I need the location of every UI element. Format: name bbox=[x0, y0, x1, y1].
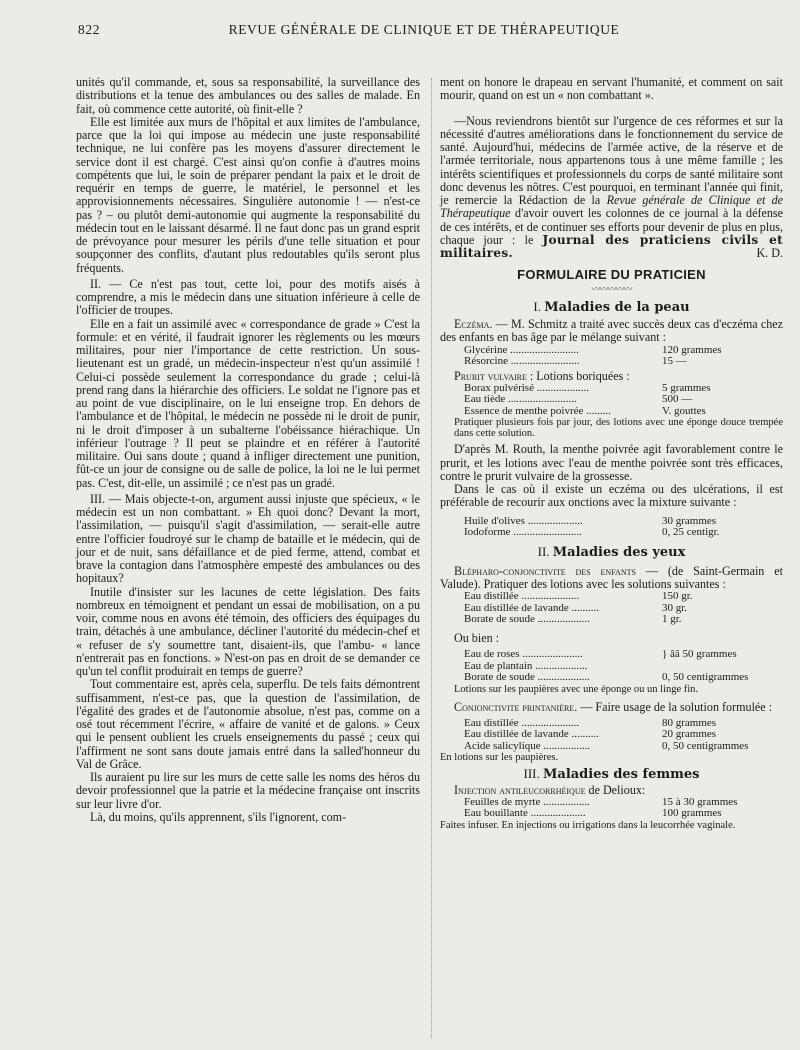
ingredient-quantity: 120 grammes bbox=[662, 343, 722, 356]
section-title: FORMULAIRE DU PRATICIEN bbox=[517, 267, 706, 283]
paragraph-text: —Nous reviendrons bientôt sur l'urgence de ces réformes et sur la nécessité d'autres améliorations dans le fonctionnement du service de santé. Aujourd'hui, médecins de l'armée active, de la réserve et de l'armée territoriale, nous appartenons tous à une même famille ; les intérêts scientifiques et professionnels du corps de santé militaire sont donc devenus les nôtres. C'est pourquoi, en terminant l'année qui finit, je remercie la Rédaction de la bbox=[440, 113, 783, 207]
paragraph: Dans le cas où il existe un eczéma ou des ulcérations, il est préférable de recourir aux onctions avec la mixture suivante : bbox=[440, 482, 783, 510]
formula-row bbox=[464, 527, 764, 539]
ingredient-name: Eau distillée ..................... bbox=[464, 591, 580, 603]
ingredient-name: Feuilles de myrte ................. bbox=[464, 796, 590, 808]
ingredient-quantity: 500 — bbox=[662, 393, 693, 406]
ingredient-name: Eau de roses ...................... bbox=[464, 649, 583, 660]
paragraph: Injection antileucorrhéique de Delioux: bbox=[454, 782, 646, 797]
formula-note: Lotions sur les paupières avec une éponge ou un linge fin. bbox=[454, 683, 699, 695]
ingredient-name: Eau tiède ......................... bbox=[464, 394, 577, 406]
ingredient-name: Acide salicylique ................. bbox=[464, 740, 591, 752]
paragraph: Elle en a fait un assimilé avec « correspondance de grade » C'est la formule: et en vérité, il faudrait ignorer les règlements ou les mœurs militaires, pour nier l'importance de cette restriction. Un sous-lieutenant est un gradé, un médecin-inspecteur n'est qu'un assimilé ! Celui-ci possède seulement la correspondance du grade ; celui-là prend rang dans la hiérarchie des officiers. Le soldat ne l'ignore pas et au point de vue disciplinaire, on le lui enseigne trop. En dehors de l'ambulance et de l'hôpital, le médecin ne possède ni le droit de punir, ni le droit d'imposer à un subalterne l'obéissance hiérachique. Un inférieur l'outrage ? Il peut se plaindre et en référer à l'autorité militaire. Oui sans doute ; quand à infliger directement une punition, fût-ce un jour de consigne ou de salle de police, la loi ne le lui permet pas. C'est, dit-elle, un assimilé ; ce n'est pas un gradé. bbox=[76, 316, 420, 490]
ingredient-name: Résorcine ......................... bbox=[464, 356, 580, 367]
ingredient-name: Huile d'olives .................... bbox=[464, 515, 583, 527]
signature: K. D. bbox=[756, 246, 783, 260]
column-divider bbox=[431, 78, 432, 1038]
running-header bbox=[78, 22, 770, 40]
formula-row bbox=[464, 741, 764, 753]
ingredient-quantity: V. gouttes bbox=[662, 404, 706, 417]
formula-row bbox=[464, 614, 764, 626]
formula-row bbox=[464, 603, 764, 615]
formula-row bbox=[464, 718, 764, 730]
ingredient-name: Iodoforme ......................... bbox=[464, 527, 582, 538]
formula-row bbox=[464, 649, 764, 661]
ingredient-quantity: 15 à 30 grammes bbox=[662, 795, 738, 808]
paragraph: Elle est limitée aux murs de l'hôpital et aux limites de l'ambulance, parce que la loi qui impose au médecin une juste responsabilité technique, ne lui confère pas les moyens d'assurer directement le service dont il est chargé. C'est ainsi qu'on confie à d'autres moins compétents que lui, le soin de préparer pendant la paix et le droit de requérir en temps de guerre, le matériel, le personnel et les approvisionnements nécessaires. Singulière autonomie ! — n'est-ce pas ? – ou plutôt demi-autonomie qui augmente la responsabilité du médecin tout en le laissant désarmé. Il ne faut donc pas un grand esprit de prévoyance pour mesurer les périls d'une telle situation et pour soupçonner des conflits, d'autant plus redoutables qu'ils seront plus fréquents. bbox=[76, 114, 420, 275]
ingredient-name: Eau distillée de lavande .......... bbox=[464, 602, 600, 614]
subsection-heading: I. Maladies de la peau bbox=[533, 298, 690, 315]
paragraph: Blépharo-conjonctivite des enfants — (de Saint-Germain et Valude). Pratiquer des lotions avec les solutions suivantes : bbox=[440, 563, 783, 591]
ingredient-name: Eau bouillante .................... bbox=[464, 808, 586, 820]
formula-row bbox=[464, 345, 764, 357]
formula-row bbox=[464, 356, 764, 368]
ingredient-quantity: 30 grammes bbox=[662, 514, 717, 527]
formula-row bbox=[464, 672, 764, 684]
journal-name: Journal des praticiens civils et militaires. bbox=[440, 232, 783, 260]
paragraph-text: d'avoir ouvert les colonnes de ce journal à la défense de ces intérêts, et de continuer ses efforts pour devenir de plus en plus, chaque jour : le bbox=[440, 206, 783, 247]
ingredient-name: Borate de soude ................... bbox=[464, 672, 590, 683]
paragraph: Conjonctivite printanière. — Faire usage de la solution formulée : bbox=[454, 699, 773, 714]
paragraph: Là, du moins, qu'ils apprennent, s'ils l'ignorent, com- bbox=[90, 809, 347, 824]
ingredient-name: Borax pulvérisé ................... bbox=[464, 382, 589, 394]
formula-row bbox=[464, 394, 764, 406]
ingredient-quantity: 5 grammes bbox=[662, 381, 711, 394]
ingredient-quantity: 100 grammes bbox=[662, 807, 722, 820]
ingredient-quantity: 0, 50 centigrammes bbox=[662, 739, 749, 752]
paragraph: Prurit vulvaire : Lotions boriquées : bbox=[454, 368, 630, 383]
journal-title-italic: Revue générale de Clinique et de Thérapeutique bbox=[440, 193, 783, 221]
formula-note: Pratiquer plusieurs fois par jour, des lotions avec une éponge douce trempée dans cette solution. bbox=[454, 417, 783, 440]
ingredient-name: Borate de soude ................... bbox=[464, 614, 590, 626]
formula-table bbox=[464, 345, 764, 368]
paragraph: D'après M. Routh, la menthe poivrée agit favorablement contre le prurit, et les lotions avec l'eau de menthe poivrée sont très efficaces, contre le prurit vulvaire de la grossesse. bbox=[440, 442, 783, 483]
formula-row bbox=[464, 516, 764, 528]
formula-row bbox=[464, 383, 764, 395]
paragraph: Inutile d'insister sur les lacunes de cette législation. Des faits nombreux en témoignent et pendant un essai de mobilisation, on a pu voir, comme nous en avons été témoin, des officiers des équipages du train, détachés à une ambulance, décliner l'autorité du médecin-chef et « refuser de s'y soumettre tant, disaient-ils, que l'ambu- « lance n'entrerait pas en fonctions. » N'est-on pas en droit de se demander ce qu'un tel conflit produirait en temps de guerre? bbox=[76, 584, 420, 678]
ingredient-quantity: } ââ 50 grammes bbox=[662, 648, 737, 660]
ingredient-quantity: 15 — bbox=[662, 355, 687, 367]
paragraph: Eczéma. — M. Schmitz a traité avec succès deux cas d'eczéma chez des enfants en bas âge par le mélange suivant : bbox=[440, 317, 783, 345]
paragraph: ment on honore le drapeau en servant l'humanité, et comment on sait mourir, quand on est un « non combattant ». bbox=[440, 75, 783, 103]
ingredient-quantity: 20 grammes bbox=[662, 728, 717, 741]
ingredient-quantity: 1 gr. bbox=[662, 613, 682, 626]
ingredient-name: Eau distillée de lavande .......... bbox=[464, 729, 600, 741]
ingredient-name: Glycérine ......................... bbox=[464, 344, 579, 356]
formula-row bbox=[464, 591, 764, 603]
ingredient-quantity: 150 gr. bbox=[662, 590, 693, 603]
ou-bien: Ou bien : bbox=[454, 630, 500, 645]
ingredient-quantity: 0, 25 centigr. bbox=[662, 526, 720, 538]
formula-table bbox=[464, 797, 764, 820]
formula-table bbox=[464, 383, 764, 418]
formula-table bbox=[464, 718, 764, 753]
formula-row bbox=[464, 406, 764, 418]
paragraph: Ils auraient pu lire sur les murs de cette salle les noms des héros du devoir professionnel que la patrie et la médecine française ont inscrits sur leur livre d'or. bbox=[76, 770, 420, 811]
formula-table bbox=[464, 649, 764, 684]
ingredient-quantity: 0, 50 centigrammes bbox=[662, 671, 749, 683]
paragraph: unités qu'il commande, et, sous sa responsabilité, la surveillance des distributions et la tenue des ambulances ou des salles de malade. En fait, où commence cette autorité, où finit-elle ? bbox=[76, 75, 420, 116]
subsection-heading: III. Maladies des femmes bbox=[523, 766, 700, 783]
formula-table bbox=[464, 591, 764, 626]
right-column bbox=[440, 76, 783, 831]
ingredient-name: Eau de plantain ................... bbox=[464, 660, 588, 672]
formula-table bbox=[464, 516, 764, 539]
paragraph: Tout commentaire est, après cela, superflu. De tels faits démontrent suffisamment, n'est-ce pas, que la question de l'assimilation, de l'égalité des grades et de l'autonomie absolue, n'est pas, comme on a osé tout récemment l'écrire, « affaire de vanité et de galons. » Ceux qui le pensent oublient les cruels enseignements du passé ; ceux qui l'affirment ne sont sans doute jamais entré dans la salled'honneur du Val de Grâce. bbox=[76, 677, 420, 771]
subsection-heading: II. Maladies des yeux bbox=[537, 543, 686, 560]
paragraph bbox=[440, 115, 783, 261]
running-title: REVUE GÉNÉRALE DE CLINIQUE ET DE THÉRAPEUTIQUE bbox=[228, 22, 620, 37]
paragraph: II. — Ce n'est pas tout, cette loi, pour des motifs aisés à comprendre, a mis le médecin dans une situation inférieure à celle de l'officier de troupes. bbox=[76, 276, 420, 318]
formula-row bbox=[464, 808, 764, 820]
ingredient-name: Essence de menthe poivrée ......... bbox=[464, 405, 611, 417]
ingredient-quantity: 30 gr. bbox=[662, 601, 688, 614]
paragraph: III. — Mais objecte-t-on, argument aussi injuste que spécieux, « le médecin est un non combattant. » Eh quoi donc? Devant la mort, l'assimilation, — puisqu'il s'agit d'assimilation, — serait-elle autre entre l'officier foudroyé sur le champ de bataille et le médecin, qui de jour et de nuit, sans défaillance et de pied ferme, attend, combat et brave la contagion dans l'atmosphère empesté des ambulances ou des hopitaux? bbox=[76, 491, 420, 586]
ingredient-name: Eau distillée ..................... bbox=[464, 717, 580, 729]
ingredient-quantity: 80 grammes bbox=[662, 716, 717, 729]
formula-note: En lotions sur les paupières. bbox=[440, 752, 559, 764]
page-number: 822 bbox=[78, 22, 101, 37]
ornament-rule: 〰〰〰〰〰 bbox=[591, 283, 632, 294]
left-column bbox=[76, 76, 420, 824]
formula-note: Faites infuser. En injections ou irrigations dans la leucorrhée vaginale. bbox=[440, 819, 736, 831]
